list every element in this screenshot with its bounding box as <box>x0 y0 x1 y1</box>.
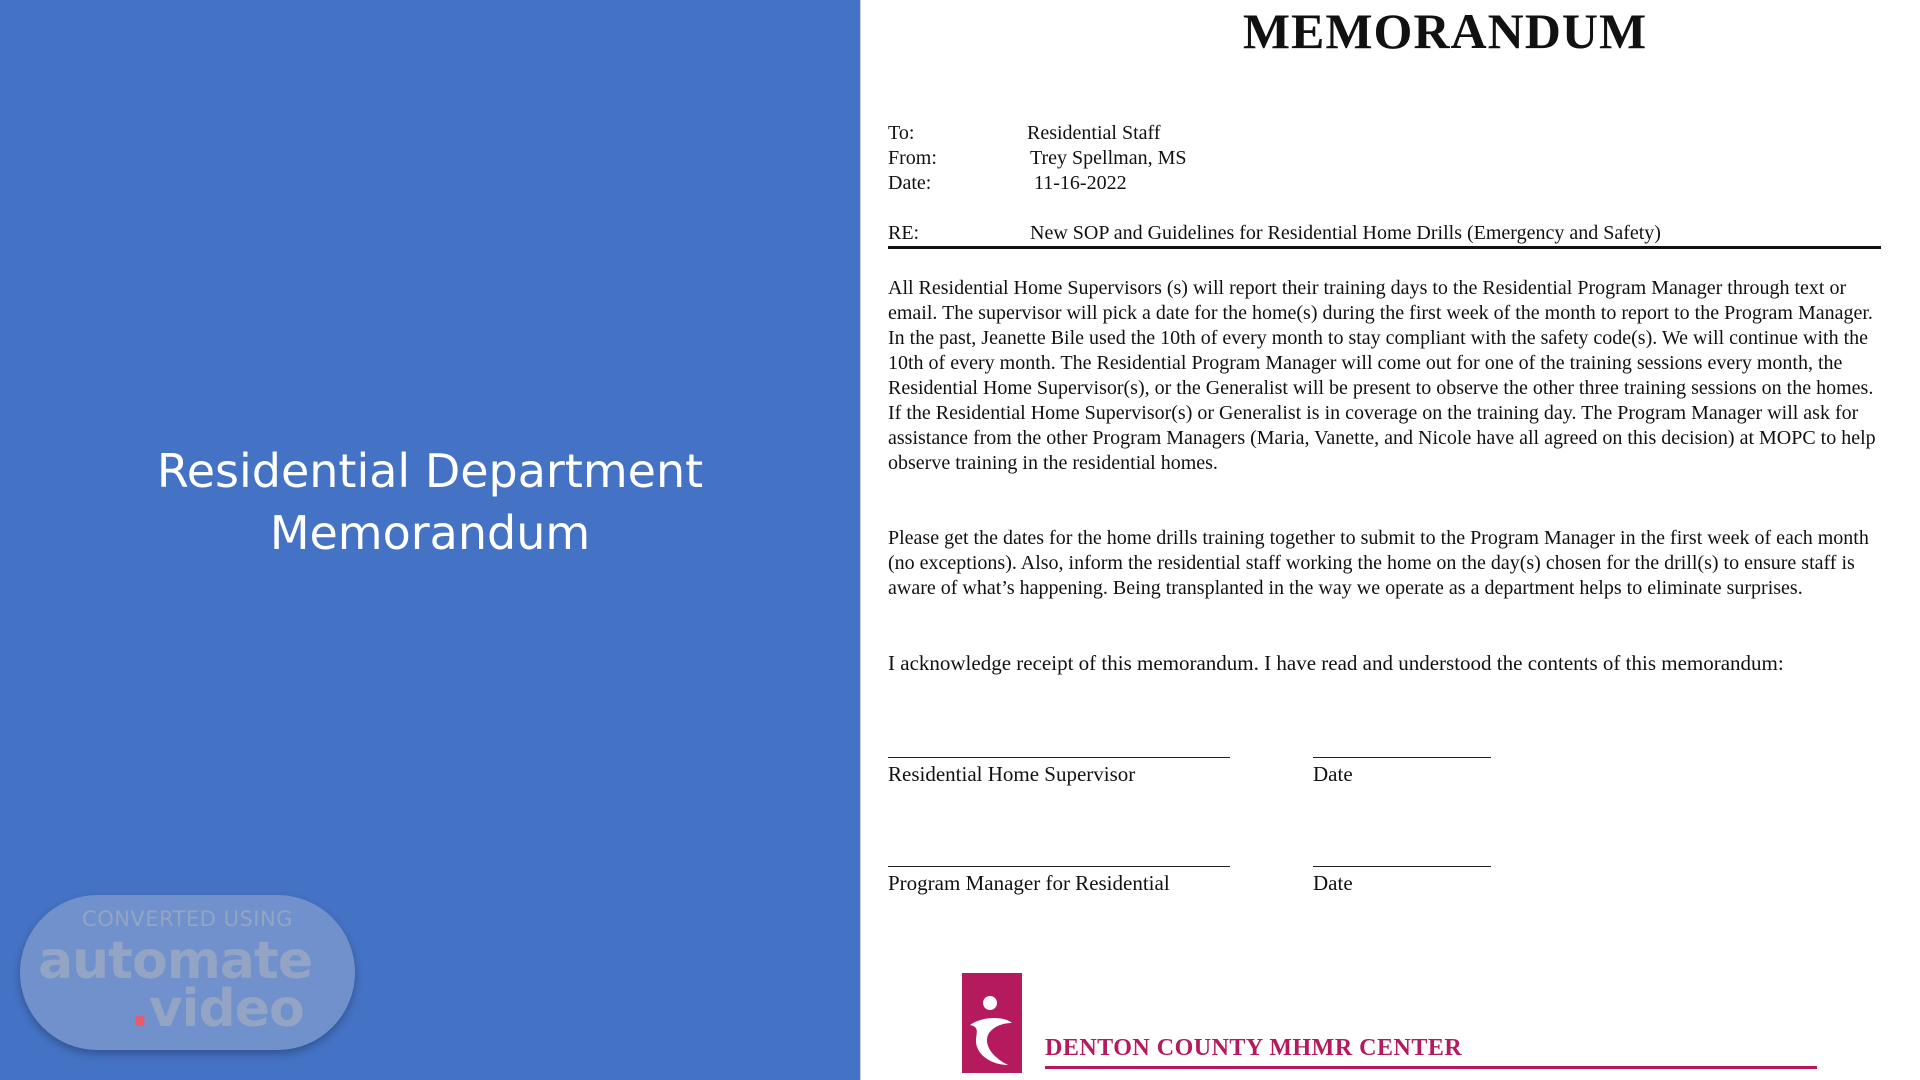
watermark-brand-line2 <box>130 979 304 1039</box>
memo-from-label: From: <box>888 147 937 169</box>
mhmr-logo-figure-icon <box>962 973 1022 1073</box>
slide-title <box>0 440 860 564</box>
memo-from-value: Trey Spellman, MS <box>1030 147 1187 169</box>
memo-to-label: To: <box>888 122 915 144</box>
watermark-caption: CONVERTED USING <box>82 907 293 931</box>
mhmr-logo-icon <box>962 973 1022 1073</box>
date-label-supervisor: Date <box>1313 762 1353 786</box>
signature-line-supervisor <box>888 757 1230 758</box>
memo-date-value: 11-16-2022 <box>1034 172 1127 194</box>
slide-title-line2: Memorandum <box>269 506 591 560</box>
date-line-program-manager <box>1313 866 1491 867</box>
watermark-brand-video: video <box>148 979 304 1039</box>
organization-name: DENTON COUNTY MHMR CENTER <box>1045 1035 1463 1061</box>
memo-acknowledgement: I acknowledge receipt of this memorandum. I have read and understood the contents of this memorandum: <box>888 651 1784 675</box>
memo-heading: MEMORANDUM <box>1242 3 1648 59</box>
slide-title-line1: Residential Department <box>156 444 704 498</box>
memo-date-label: Date: <box>888 172 932 194</box>
watermark-dot: . <box>130 979 149 1039</box>
date-line-supervisor <box>1313 757 1491 758</box>
memorandum-document <box>860 0 1920 1080</box>
converted-using-watermark <box>20 895 355 1050</box>
organization-rule <box>1045 1066 1817 1069</box>
memo-to-value: Residential Staff <box>1027 122 1161 144</box>
signature-line-program-manager <box>888 866 1230 867</box>
memo-paragraph-2: Please get the dates for the home drills training together to submit to the Program Manager in the first week of each month (no exceptions). Also, inform the residential staff working the home on the day(s) chosen for the drill(s) to ensure staff is aware of what’s happening. Being transplanted in the way we operate as a department helps to eliminate surprises. <box>888 527 1869 599</box>
signature-label-supervisor: Residential Home Supervisor <box>888 762 1136 786</box>
memo-paragraph-1: All Residential Home Supervisors (s) will report their training days to the Residential Program Manager through text or email. The supervisor will pick a date for the home(s) during the first week of the month to report to the Program Manager. In the past, Jeanette Bile used the 10th of every month to stay compliant with the safety code(s). We will continue with the 10th of every month. The Residential Program Manager will come out for one of the training sessions every month, the Residential Home Supervisor(s), or the Generalist will be present to observe the other three training sessions on the homes. If the Residential Home Supervisor(s) or Generalist is in coverage on the training day. The Program Manager will ask for assistance from the other Program Managers (Maria, Vanette, and Nicole have all agreed on this decision) at MOPC to help observe training in the residential homes. <box>888 277 1876 474</box>
title-panel <box>0 0 860 1080</box>
memo-re-value: New SOP and Guidelines for Residential Home Drills (Emergency and Safety) <box>1030 222 1661 244</box>
memo-header-rule <box>888 246 1881 249</box>
signature-label-program-manager: Program Manager for Residential <box>888 871 1170 895</box>
watermark-brand-line1: automate <box>38 931 313 991</box>
date-label-program-manager: Date <box>1313 871 1353 895</box>
memo-re-label: RE: <box>888 222 920 244</box>
